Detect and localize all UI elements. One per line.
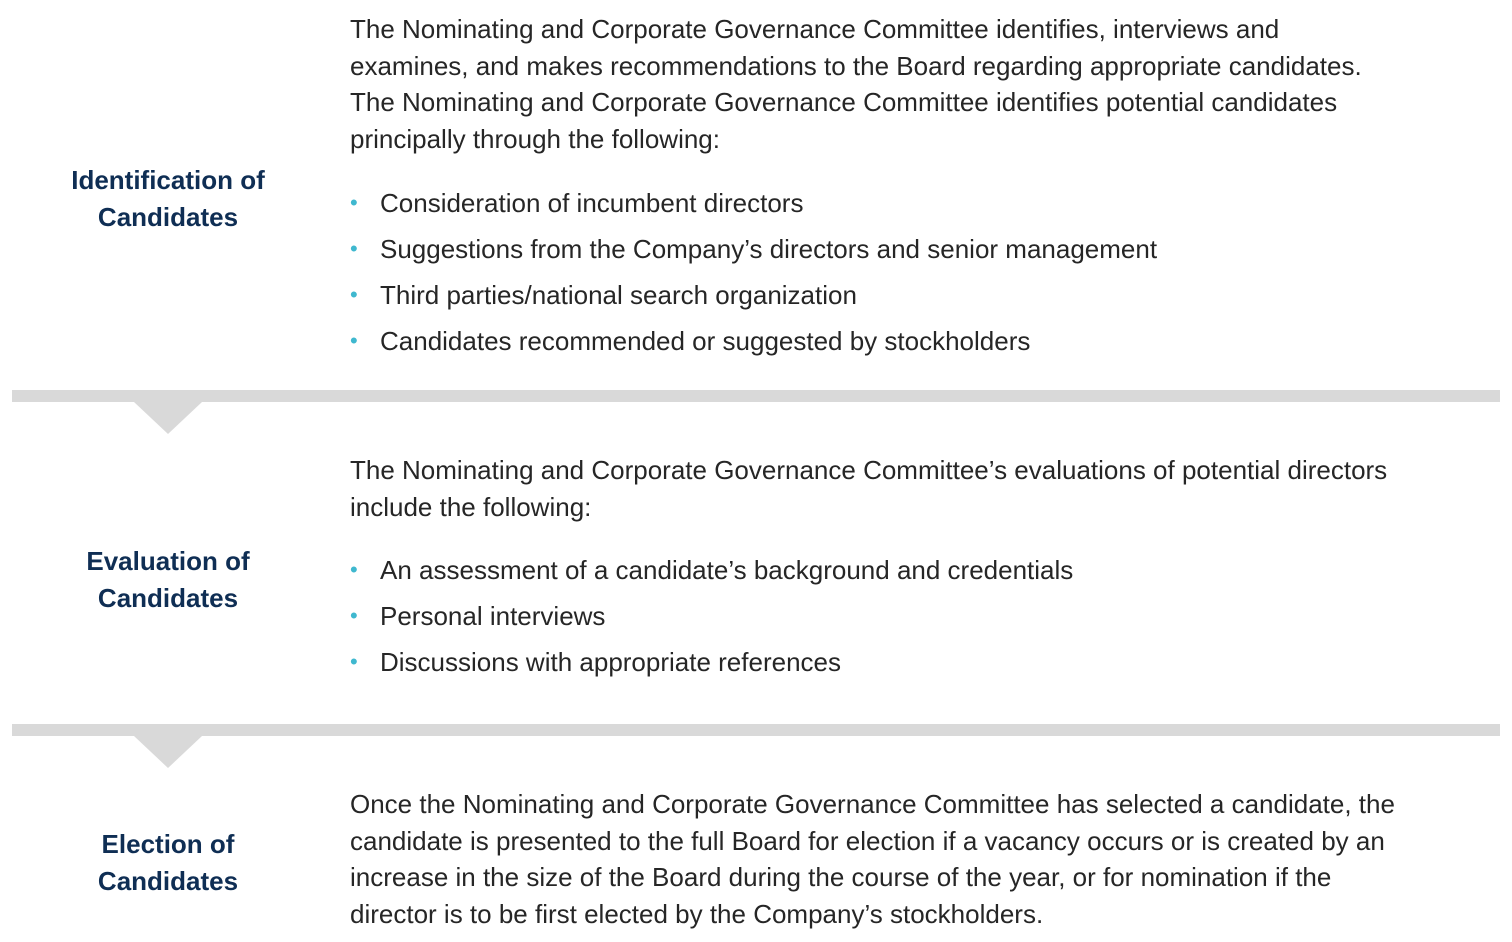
label-line: Identification of: [71, 165, 265, 195]
section-label: [38, 162, 298, 236]
paragraph-line: include the following:: [350, 491, 592, 522]
label-line: Candidates: [97, 202, 239, 232]
section-divider: [12, 390, 1500, 438]
list-item: [350, 647, 1460, 677]
paragraph-line: Once the Nominating and Corporate Governance Committee has selected a candidate, the: [350, 789, 1395, 819]
bullet-dot-icon: •: [350, 327, 358, 353]
bullet-dot-icon: •: [350, 603, 358, 629]
section-content: [350, 452, 1460, 677]
list-item-text: Suggestions from the Company’s directors and senior management: [380, 233, 1158, 264]
list-item-text: Third parties/national search organization: [380, 279, 857, 310]
section-label: [38, 826, 298, 900]
bullet-dot-icon: •: [350, 189, 358, 215]
section-identification: [0, 0, 1512, 390]
section-content: [350, 11, 1460, 356]
section-label: [38, 543, 298, 617]
list-item: [350, 601, 1460, 631]
paragraph-line: examines, and makes recommendations to the Board regarding appropriate candidates.: [350, 50, 1362, 81]
list-item-text: Personal interviews: [380, 601, 606, 632]
list-item: [350, 555, 1460, 585]
section-paragraph: [350, 452, 1460, 525]
bullet-list: [350, 555, 1460, 677]
bullet-dot-icon: •: [350, 281, 358, 307]
chevron-down-icon: [12, 390, 1500, 434]
paragraph-line: The Nominating and Corporate Governance Committee identifies potential candidates: [350, 87, 1338, 118]
bullet-list: [350, 188, 1460, 356]
label-line: Candidates: [97, 583, 239, 613]
section-evaluation: [0, 438, 1512, 724]
bullet-dot-icon: •: [350, 649, 358, 675]
list-item-text: Consideration of incumbent directors: [380, 187, 804, 218]
label-line: Election of: [101, 829, 235, 859]
paragraph-line: increase in the size of the Board during the course of the year, or for nomination if the: [350, 862, 1332, 893]
paragraph-line: principally through the following:: [350, 124, 720, 155]
list-item: [350, 234, 1460, 264]
list-item: [350, 326, 1460, 356]
section-election: [0, 772, 1512, 942]
section-paragraph: [350, 786, 1460, 933]
paragraph-line: The Nominating and Corporate Governance Committee identifies, interviews and: [350, 14, 1280, 44]
list-item: [350, 188, 1460, 218]
label-line: Candidates: [97, 866, 239, 896]
bullet-dot-icon: •: [350, 235, 358, 261]
list-item: [350, 280, 1460, 310]
bullet-dot-icon: •: [350, 557, 358, 583]
list-item-text: An assessment of a candidate’s background and credentials: [380, 555, 1074, 586]
paragraph-line: The Nominating and Corporate Governance Committee’s evaluations of potential directors: [350, 455, 1388, 485]
list-item-text: Discussions with appropriate references: [380, 647, 841, 678]
section-content: [350, 786, 1460, 933]
label-line: Evaluation of: [86, 546, 250, 576]
chevron-down-icon: [12, 724, 1500, 768]
paragraph-line: director is to be first elected by the Company’s stockholders.: [350, 899, 1044, 930]
section-paragraph: [350, 11, 1460, 158]
section-divider: [12, 724, 1500, 772]
list-item-text: Candidates recommended or suggested by stockholders: [380, 325, 1031, 356]
paragraph-line: candidate is presented to the full Board for election if a vacancy occurs or is created by an: [350, 825, 1385, 856]
